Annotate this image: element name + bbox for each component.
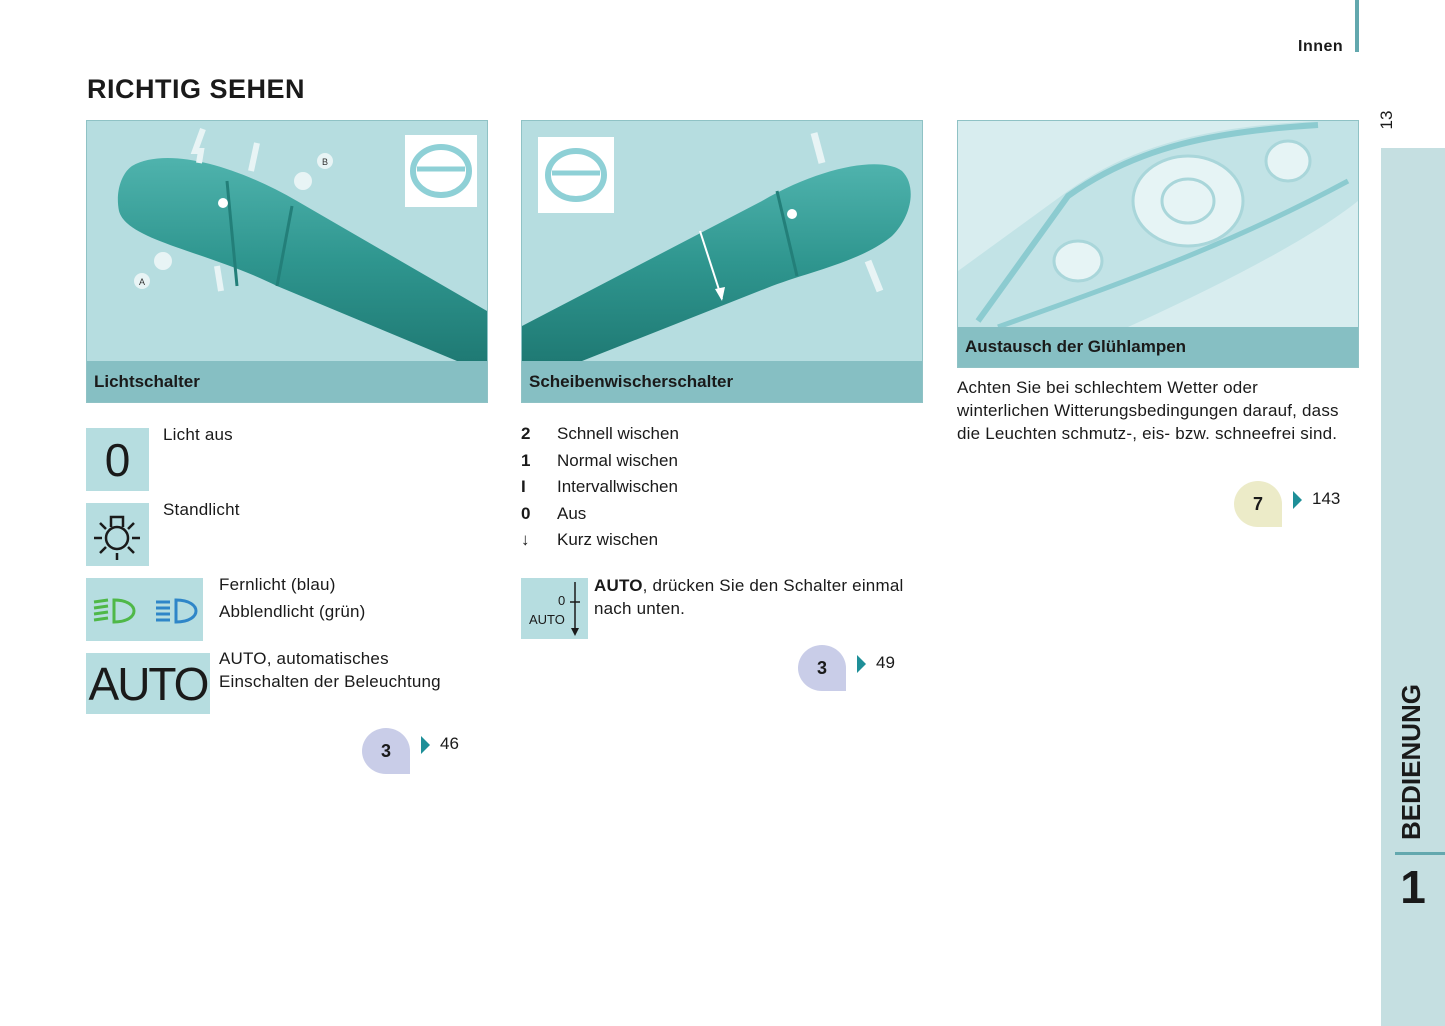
low-beam-label: Abblendlicht (grün) [219, 602, 366, 621]
list-key: I [521, 477, 526, 496]
list-item [521, 451, 901, 478]
wiper-positions-list [521, 424, 901, 559]
list-item [521, 504, 901, 531]
chapter-ref-bubble[interactable]: 7 [1234, 481, 1282, 527]
headlamp-illustration [958, 121, 1358, 327]
wiper-auto-arrow-icon [521, 578, 588, 639]
list-label: Schnell wischen [557, 424, 679, 443]
list-key: 1 [521, 450, 531, 470]
page-ref[interactable]: 49 [876, 653, 895, 672]
list-item [521, 530, 901, 557]
bulbs-panel [957, 120, 1359, 368]
wiper-switch-panel [521, 120, 923, 403]
page-ref[interactable]: 46 [440, 734, 459, 753]
wiper-stalk-illustration [522, 121, 922, 361]
auto-light-label-2: Einschalten der Beleuchtung [219, 672, 441, 691]
list-label: Kurz wischen [557, 530, 659, 549]
bulbs-text-1: Achten Sie bei schlechtem Wetter oder [957, 378, 1258, 397]
wiper-auto-rest: , drücken Sie den Schalter einmal [642, 576, 904, 595]
wiper-auto-bold: AUTO [594, 576, 643, 595]
ref-arrow-icon [1293, 491, 1302, 509]
chapter-label-text: BEDIENUNG [1396, 683, 1426, 840]
beam-icons [86, 578, 203, 641]
wiper-auto-icon [521, 578, 588, 639]
bulbs-text-2: winterlichen Witterungsbedingungen darauf, dass [957, 401, 1339, 420]
parking-light-icon [86, 503, 149, 566]
high-beam-icon [86, 578, 203, 641]
chapter-divider [1395, 852, 1445, 855]
bulbs-caption: Austausch der Glühlampen [958, 327, 1358, 367]
auto-light-label-1: AUTO, automatisches [219, 649, 389, 668]
header-accent-bar [1355, 0, 1359, 52]
list-item [521, 424, 901, 451]
ref-arrow-icon [421, 736, 430, 754]
wiper-auto-line-1 [594, 574, 903, 597]
chapter-number: 1 [1400, 861, 1426, 913]
section-title: Innen [1298, 38, 1344, 55]
marker-b: B [321, 157, 329, 167]
list-item [521, 477, 901, 504]
high-beam-label: Fernlicht (blau) [219, 575, 336, 594]
chapter-label [1381, 540, 1445, 840]
light-off-icon-glyph: 0 [104, 433, 131, 486]
list-label: Normal wischen [557, 450, 678, 470]
page-ref[interactable]: 143 [1312, 489, 1341, 508]
ref-arrow-icon [857, 655, 866, 673]
arrow-down-icon: ↓ [521, 530, 530, 549]
auto-light-icon-text: AUTO [88, 657, 208, 710]
light-stalk-illustration [87, 121, 487, 361]
list-key: 0 [521, 503, 531, 523]
parking-light-symbol [86, 503, 149, 566]
light-off-label: Licht aus [163, 425, 233, 444]
wiper-auto-zero: 0 [558, 593, 566, 608]
parking-light-label: Standlicht [163, 500, 240, 519]
wiper-switch-caption: Scheibenwischerschalter [522, 361, 922, 402]
chapter-ref-bubble[interactable]: 3 [362, 728, 410, 774]
light-switch-caption: Lichtschalter [87, 361, 487, 402]
light-off-icon [86, 428, 149, 491]
page-number: 13 [1377, 110, 1396, 130]
list-label: Aus [557, 503, 587, 523]
wiper-auto-line-2: nach unten. [594, 599, 686, 618]
auto-light-icon [86, 653, 210, 714]
marker-a: A [138, 277, 146, 287]
bulbs-text-3: die Leuchten schmutz-, eis- bzw. schneefrei sind. [957, 424, 1338, 443]
page-title: RICHTIG SEHEN [87, 74, 306, 104]
light-switch-panel [86, 120, 488, 403]
list-key: 2 [521, 424, 531, 443]
list-label: Intervallwischen [557, 477, 678, 496]
wiper-auto-text: AUTO [529, 612, 565, 627]
chapter-ref-bubble[interactable]: 3 [798, 645, 846, 691]
